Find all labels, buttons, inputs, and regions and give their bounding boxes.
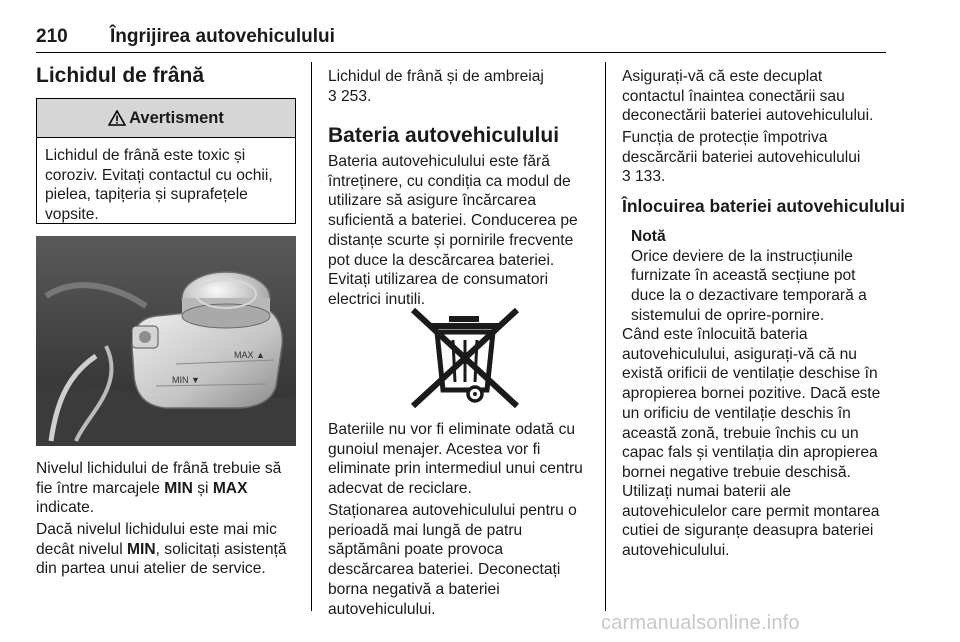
- text-span: fie între marcajele: [36, 479, 165, 497]
- note-block: [631, 227, 893, 326]
- text-line: autovehiculelor care permit montarea: [622, 502, 880, 520]
- text-line: apropierea bornei pozitive. Dacă este: [622, 385, 881, 403]
- page-number: 210: [36, 26, 68, 47]
- text-line: săptămâni poate provoca: [328, 541, 504, 559]
- min-mark: MIN: [164, 479, 193, 497]
- text-line: Lichidul de frână și de ambreiaj: [328, 68, 544, 85]
- vent-holes-paragraph: [622, 325, 897, 483]
- battery-long-parking-paragraph: [328, 501, 603, 619]
- text-line: bornei negative trebuie deschisă.: [622, 463, 851, 481]
- warning-line: coroziv. Evitați contactul cu ochii,: [45, 166, 273, 184]
- warning-triangle-icon: [108, 110, 126, 126]
- text-line: descărcarea bateriei. Deconectați: [328, 561, 561, 579]
- warning-line: vopsite.: [45, 206, 99, 224]
- text-line: [36, 479, 306, 499]
- warning-box: [36, 98, 296, 224]
- max-mark-label: MAX ▲: [234, 350, 265, 360]
- warning-header: [37, 99, 295, 138]
- footer-watermark: carmanualsonline.info: [601, 612, 800, 634]
- text-line: Dacă nivelul lichidului este mai mic: [36, 521, 277, 538]
- max-mark: MAX: [212, 479, 248, 497]
- text-line: autovehiculului.: [328, 600, 436, 618]
- text-line: indicate.: [36, 499, 95, 517]
- crossed-out-wheelie-bin-icon: [405, 306, 525, 410]
- text-line: din partea unui atelier de service.: [36, 560, 266, 578]
- section-title-battery-replacement: Înlocuirea bateriei autovehiculului: [622, 196, 905, 216]
- text-line: autovehiculului.: [622, 542, 730, 560]
- text-span: decât nivelul: [36, 540, 128, 558]
- text-line: descărcării bateriei autovehiculului: [622, 148, 861, 166]
- ignition-off-paragraph: [622, 67, 897, 126]
- text-line: [36, 540, 306, 560]
- text-line: furnizate în această secțiune pot: [631, 267, 856, 285]
- text-line: întreținere, cu condiția ca modul de: [328, 172, 571, 190]
- text-line: capac fals și ventilația din apropierea: [622, 444, 878, 462]
- text-line: autovehiculului, asigurați-vă că nu: [622, 345, 857, 363]
- warning-text: [37, 138, 295, 225]
- text-line: un orificiu de ventilație deschis în: [622, 404, 851, 422]
- min-mark-label: MIN ▼: [172, 375, 200, 385]
- text-line: sistemului de oprire-pornire.: [631, 306, 825, 324]
- brake-fluid-level-paragraph: [36, 459, 306, 518]
- text-line: adecvat de reciclare.: [328, 480, 472, 498]
- cross-reference-brake-clutch-fluid: [328, 67, 603, 106]
- column-divider-1: [311, 62, 312, 611]
- text-line: cutiei de siguranțe deasupra bateriei: [622, 522, 874, 540]
- text-line: Funcția de protecție împotriva: [622, 129, 828, 146]
- text-line: perioadă mai lungă de patru: [328, 521, 523, 539]
- text-line: Evitați utilizarea de consumatori: [328, 271, 549, 289]
- page-reference-link[interactable]: 3 133.: [622, 168, 666, 186]
- section-title-brake-fluid: Lichidul de frână: [36, 64, 205, 87]
- text-line: Utilizați numai baterii ale: [622, 483, 792, 500]
- text-line: deconectării bateriei autovehiculului.: [622, 107, 874, 125]
- text-span: , solicitați asistență: [155, 540, 287, 558]
- text-line: Staționarea autovehiculului pentru o: [328, 502, 577, 519]
- text-line: utilizare să asigure încărcarea: [328, 192, 537, 210]
- text-line: suficientă a bateriei. Conducerea pe: [328, 212, 578, 230]
- text-line: Orice deviere de la instrucțiunile: [631, 247, 853, 265]
- text-line: eliminate prin intermediul unui centru: [328, 460, 583, 478]
- text-line: Asigurați-vă că este decuplat: [622, 68, 823, 85]
- column-divider-2: [605, 62, 606, 611]
- text-line: această zonă, trebuie închis cu un: [622, 424, 859, 442]
- text-line: pot duce la descărcarea bateriei.: [328, 251, 555, 269]
- text-line: electrici inutili.: [328, 290, 426, 308]
- text-line: Bateria autovehiculului este fără: [328, 153, 550, 170]
- battery-type-paragraph: [622, 482, 897, 561]
- text-line: Nivelul lichidului de frână trebuie să: [36, 460, 282, 477]
- page-header: [36, 22, 886, 53]
- page-reference-link[interactable]: 3 253.: [328, 87, 372, 105]
- text-line: contactul înaintea conectării sau: [622, 87, 845, 105]
- text-line: gunoiul menajer. Acestea vor fi: [328, 440, 541, 458]
- text-line: borna negativă a bateriei: [328, 580, 500, 598]
- text-line: Bateriile nu vor fi eliminate odată cu: [328, 421, 576, 438]
- text-line: duce la o dezactivare temporară a: [631, 287, 867, 305]
- text-line: Când este înlocuită bateria: [622, 326, 808, 343]
- brake-fluid-low-paragraph: [36, 520, 306, 579]
- warning-title: Avertisment: [129, 108, 224, 127]
- battery-disposal-paragraph: [328, 420, 603, 499]
- note-title: Notă: [631, 228, 666, 245]
- text-line: distanțe scurte și pornirile frecvente: [328, 231, 574, 249]
- running-title: Îngrijirea autovehiculului: [110, 26, 335, 47]
- warning-line: pielea, tapițeria și suprafețele: [45, 186, 248, 204]
- text-line: există orificii de ventilație deschise în: [622, 365, 878, 383]
- warning-line: Lichidul de frână este toxic și: [45, 147, 246, 164]
- brake-fluid-reservoir-photo: [36, 236, 296, 446]
- section-title-battery: Bateria autovehiculului: [328, 124, 560, 147]
- battery-protection-paragraph: [622, 128, 897, 187]
- text-span: și: [192, 479, 213, 497]
- battery-maintenance-paragraph: [328, 152, 603, 310]
- min-mark: MIN: [127, 540, 156, 558]
